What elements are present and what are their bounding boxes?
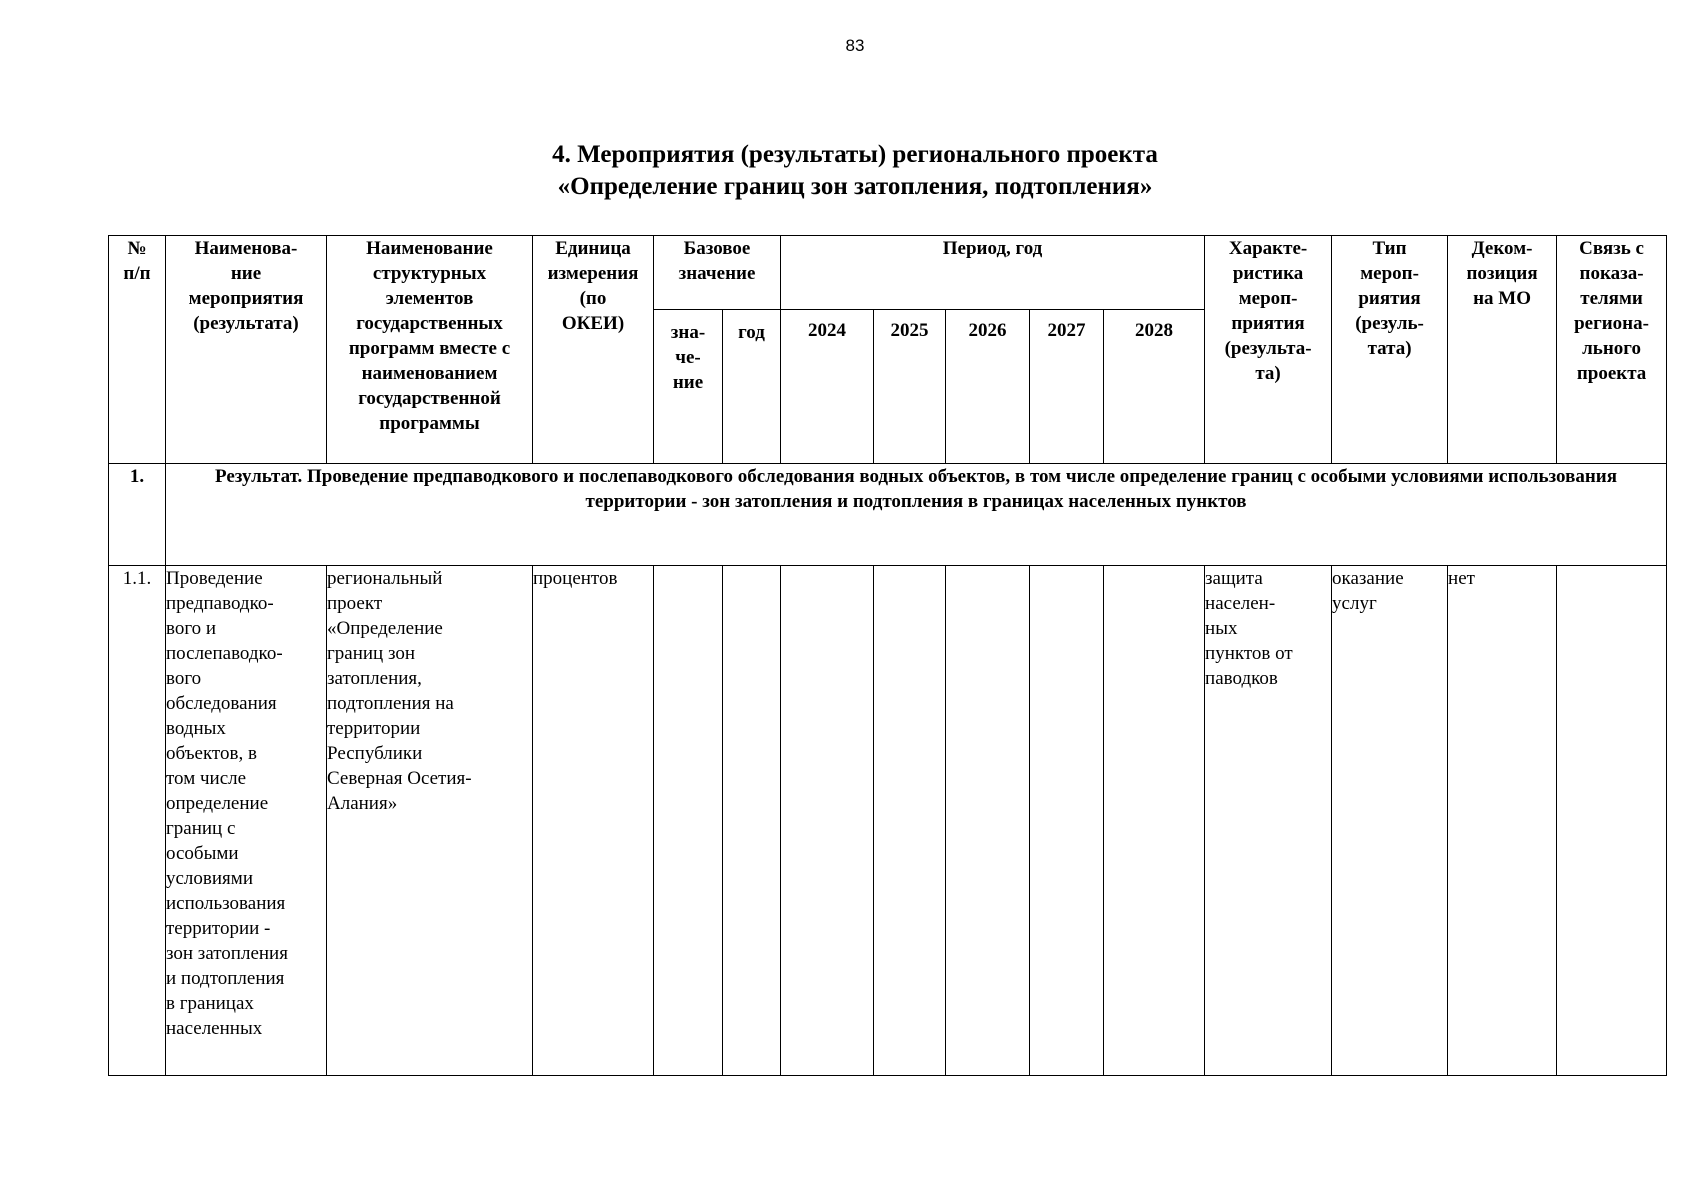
row-value-2027 [1030, 566, 1104, 1076]
header-row-1 [109, 236, 1667, 310]
row-number: 1.1. [109, 566, 166, 1076]
row-value-2028 [1104, 566, 1205, 1076]
header-year-2026: 2026 [946, 310, 1030, 464]
header-event-type: Тип мероп- риятия (резуль- тата) [1332, 236, 1448, 464]
header-num: № п/п [109, 236, 166, 464]
title-line-2: «Определение границ зон затопления, подтопления» [557, 173, 1153, 200]
events-table [108, 235, 1667, 1076]
header-year-2027: 2027 [1030, 310, 1104, 464]
row-characteristic: защита населен- ных пунктов от паводков [1205, 566, 1332, 1076]
header-unit: Единица измерения (по ОКЕИ) [533, 236, 654, 464]
header-event-name: Наименова- ние мероприятия (результата) [166, 236, 327, 464]
header-year-2028: 2028 [1104, 310, 1205, 464]
row-value-2025 [874, 566, 946, 1076]
header-base-value-year: год [723, 310, 781, 464]
row-value-2026 [946, 566, 1030, 1076]
row-event-type: оказание услуг [1332, 566, 1448, 1076]
row-base-year [723, 566, 781, 1076]
header-decomposition: Деком- позиция на МО [1448, 236, 1557, 464]
header-base-value: Базовое значение [654, 236, 781, 310]
row-structural-element: региональный проект «Определение границ зон затопления, подтопления на территории Республики Северная Осетия- Алания» [327, 566, 533, 1076]
header-characteristic: Характе- ристика мероп- приятия (результа- та) [1205, 236, 1332, 464]
header-year-2024: 2024 [781, 310, 874, 464]
row-decomposition: нет [1448, 566, 1557, 1076]
section-title: Результат. Проведение предпаводкового и послепаводкового обследования водных объектов, в том числе определение границ с особыми условиями использования территории - зон затопления и подтопления в границах населенных пунктов [166, 464, 1667, 566]
row-indicator-link [1557, 566, 1667, 1076]
row-unit: процентов [533, 566, 654, 1076]
document-title [0, 139, 1697, 203]
header-period: Период, год [781, 236, 1205, 310]
header-indicator-link: Связь с показа- телями региона- льного проекта [1557, 236, 1667, 464]
table-row [109, 566, 1667, 1076]
header-base-value-value: зна- че- ние [654, 310, 723, 464]
header-year-2025: 2025 [874, 310, 946, 464]
row-value-2024 [781, 566, 874, 1076]
row-event-name: Проведение предпаводко- вого и послепаводко- вого обследования водных объектов, в том числе определение границ с особыми условиями использования территории - зон затопления и подтопления в границах населенных [166, 566, 327, 1076]
row-base-value [654, 566, 723, 1076]
section-row [109, 464, 1667, 566]
header-structural-elements: Наименование структурных элементов государственных программ вместе с наименованием государственной программы [327, 236, 533, 464]
title-line-1: 4. Мероприятия (результаты) регионального проекта [552, 141, 1158, 168]
section-number: 1. [109, 464, 166, 566]
page-number: 83 [845, 36, 865, 55]
